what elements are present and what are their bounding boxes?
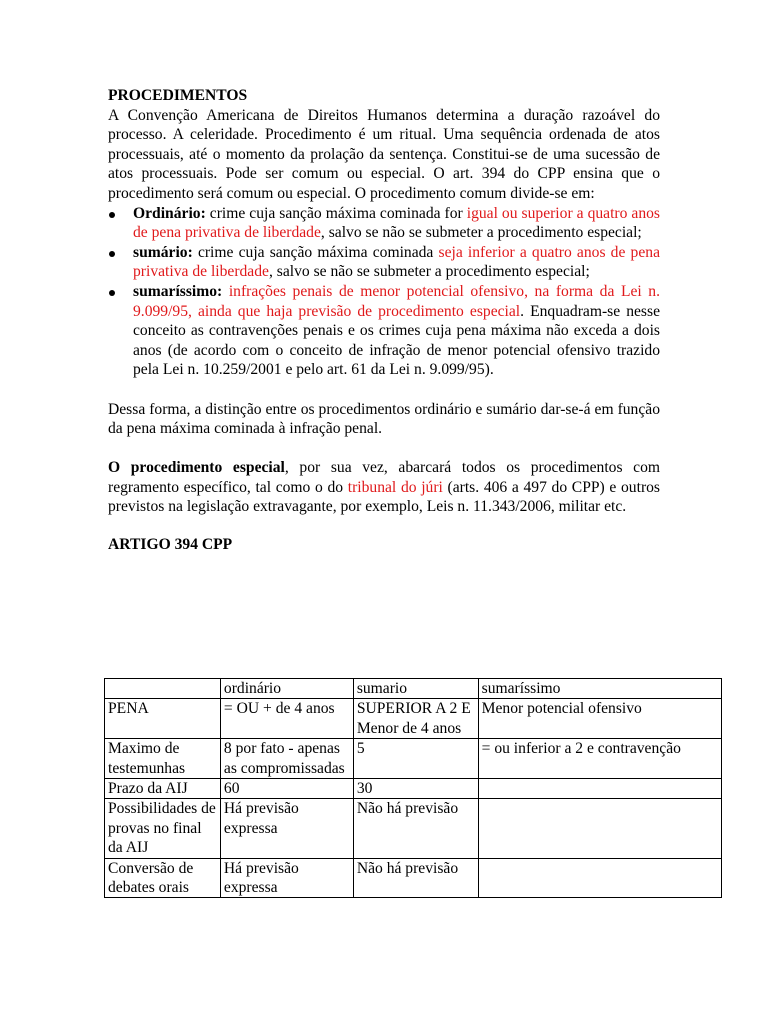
bullet-term: Ordinário:: [133, 204, 206, 222]
special-procedure-paragraph: [108, 458, 660, 517]
highlighted-text: infrações penais de menor potencial ofensivo, na forma da Lei n. 9.099/95, ainda que haja previsão de procedimento especial: [133, 282, 660, 320]
bullet-icon: [109, 251, 115, 257]
bullet-icon: [109, 212, 115, 218]
table-header-cell: ordinário: [220, 679, 353, 699]
table-cell: = ou inferior a 2 e contravenção: [478, 739, 721, 779]
bullet-text: crime cuja sanção máxima cominada for: [205, 204, 467, 222]
bullet-icon: [109, 290, 115, 296]
bullet-text: . Enquadram-se nesse conceito as contravenções penais e os crimes cuja pena máxima não exceda a dois anos (de acordo com o conceito de infração de menor potencial ofensivo trazido pela Lei n. 10.259/2001 e pelo art. 61 da Lei n. 9.099/95).: [133, 302, 660, 379]
table-cell: Não há previsão: [353, 858, 478, 898]
table-cell: Não há previsão: [353, 799, 478, 858]
table-cell: [478, 799, 721, 858]
table-row: [105, 799, 722, 858]
bold-term: O procedimento especial: [108, 459, 285, 477]
table-cell: 60: [220, 779, 353, 799]
table-header-cell: [105, 679, 221, 699]
table-row: [105, 858, 722, 898]
table-row: [105, 699, 722, 739]
procedure-list: [108, 204, 660, 380]
table-row: [105, 779, 722, 799]
list-item-sumarissimo: [108, 282, 660, 380]
table-cell: 5: [353, 739, 478, 779]
bullet-term: sumaríssimo:: [133, 282, 223, 300]
intro-paragraph: A Convenção Americana de Direitos Humanos determina a duração razoável do processo. A celeridade. Procedimento é um ritual. Uma sequência ordenada de atos processuais, até o momento da prolação da sentença. Constitui-se de uma sucessão de atos processuais. Pode ser comum ou especial. O art. 394 do CPP ensina que o procedimento será comum ou especial. O procedimento comum divide-se em:: [108, 106, 660, 202]
table-cell: Conversão de debates orais: [105, 858, 221, 898]
table-header-cell: sumario: [353, 679, 478, 699]
table-cell: Possibilidades de provas no final da AIJ: [105, 799, 221, 858]
highlighted-text: igual ou superior a quatro anos de pena privativa de liberdade: [133, 204, 660, 242]
table-cell: 8 por fato - apenas as compromissadas: [220, 739, 353, 779]
list-item-sumario: [108, 243, 660, 282]
document-page: [108, 86, 660, 555]
bullet-text: , salvo se não se submeter a procedimento especial;: [268, 263, 590, 281]
bullet-text: crime cuja sanção máxima cominada: [192, 243, 439, 261]
bullet-term: sumário:: [133, 243, 193, 261]
bullet-text: , salvo se não se submeter a procedimento especial;: [320, 224, 642, 242]
highlighted-text: seja inferior a quatro anos de pena privativa de liberdade: [133, 243, 660, 281]
table-header-row: [105, 679, 722, 699]
table-cell: 30: [353, 779, 478, 799]
table-row: [105, 739, 722, 779]
table-cell: [478, 858, 721, 898]
highlighted-text: tribunal do júri: [347, 478, 443, 496]
table-cell: Há previsão expressa: [220, 799, 353, 858]
section-heading: PROCEDIMENTOS: [108, 87, 248, 104]
list-item-ordinario: [108, 204, 660, 243]
table-cell: [478, 779, 721, 799]
table-cell: = OU + de 4 anos: [220, 699, 353, 739]
distinction-paragraph: Dessa forma, a distinção entre os procedimentos ordinário e sumário dar-se-á em função da pena máxima cominada à infração penal.: [108, 400, 660, 438]
table-cell: Maximo de testemunhas: [105, 739, 221, 779]
table-cell: PENA: [105, 699, 221, 739]
paragraph-text: (arts. 406 a 497 do CPP) e outros previstos na legislação extravagante, por exemplo, Leis n. 11.343/2006, militar etc.: [108, 478, 660, 516]
table-header-cell: sumaríssimo: [478, 679, 721, 699]
table-cell: Prazo da AIJ: [105, 779, 221, 799]
table-cell: SUPERIOR A 2 E Menor de 4 anos: [353, 699, 478, 739]
bullet-text: [222, 283, 229, 300]
comparison-table: [104, 678, 722, 898]
table-title: ARTIGO 394 CPP: [108, 536, 233, 554]
table-cell: Menor potencial ofensivo: [478, 699, 721, 739]
table-cell: Há previsão expressa: [220, 858, 353, 898]
paragraph-text: , por sua vez, abarcará todos os procedimentos com regramento específico, tal como o do: [108, 459, 660, 496]
